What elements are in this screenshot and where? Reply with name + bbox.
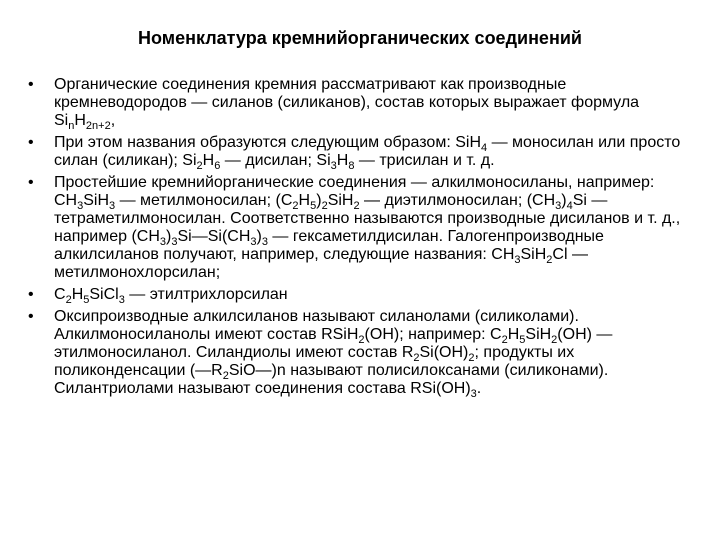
slide-title: Номенклатура кремнийорганических соединений [138,28,582,48]
bullet-item: • Оксипроизводные алкилсиланов называют силанолами (силиколами). Алкилмоносиланолы имеют состав RSiH$_2$(OH); например: $C_2H_5SiH_2(OH)$ — этилмоносиланол. Силандиолы имеют состав $R_2Si(OH)_2$; продукты их поликонденсации $(—R_2SiO—)n$ называют полисилоксанами (силиконами). Силантриолами называют соединения состава $RSi(OH)_3$. [28,308,700,398]
bullet-list [28,76,700,402]
bullet-item: • При этом названия образуются следующим образом: SiH$_4$ — моносилан или просто силан (силикан); $Si_2H_6$ — дисилан; $Si_3H_8$ — трисилан и т. д. [28,134,700,170]
bullet-item: • Органические соединения кремния рассматривают как производные кремневодородов — силанов (силиканов), состав которых выражает формула $Si_nH_{2n+2}$, [28,76,700,130]
bullet-item: • Простейшие кремнийорганические соединения — алкилмоносиланы, например: $CH_3SiH_3$ — метилмоносилан; $(C_2H_5)_2SiH_2$ — диэтилмоносилан; $(CH_3)_4Si$ — тетраметилмоносилан. Соответственно называются производные дисиланов и т. д., например $(CH_3)_3Si—Si(CH_3)_3$ — гексаметилдисилан. Галогенпроизводные алкилсиланов получают, например, следующие названия: $CH_3SiH_2Cl$ — метилмонохлорсилан; [28,174,700,282]
bullet-item: • $C_2H_5SiCl_3$ — этилтрихлорсилан [28,286,700,304]
